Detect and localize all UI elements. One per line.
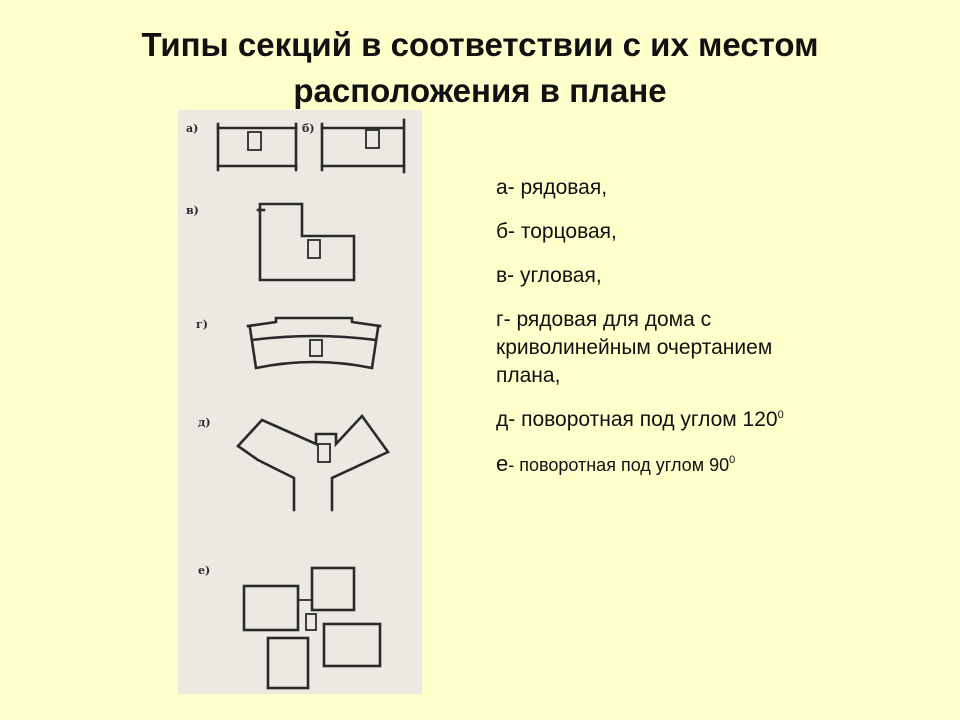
section-plans-figure (178, 110, 422, 694)
plan-g-curved (248, 318, 380, 368)
legend-item-e (496, 450, 816, 479)
plan-label-b: б) (302, 122, 315, 135)
slide-title-line-1: Типы секций в соответствии с их местом (141, 26, 819, 63)
plan-d-rotating-120 (238, 416, 388, 510)
legend-item-d-degree: 0 (777, 409, 784, 421)
plan-v-corner (258, 204, 354, 280)
legend-item-e-letter: е (496, 451, 509, 476)
section-plans-drawing (178, 110, 422, 694)
legend-item-d (496, 406, 816, 434)
slide-title-line-2: расположения в плане (293, 72, 667, 109)
legend-item-a: а- рядовая, (496, 176, 608, 199)
legend-item-v: в- угловая, (496, 264, 602, 287)
legend-item-g: г- рядовая для дома с криволинейным очертанием плана, (496, 308, 773, 387)
plan-label-e: е) (198, 564, 211, 577)
slide-title (60, 22, 900, 114)
legend-item-b: б- торцовая, (496, 220, 617, 243)
legend-item-e-text: - поворотная под углом 90 (508, 455, 730, 475)
plan-label-v: в) (186, 204, 199, 217)
legend (496, 174, 816, 479)
plan-b-end (322, 120, 404, 172)
plan-label-d: д) (198, 416, 211, 429)
legend-item-e-degree: 0 (729, 454, 736, 466)
plan-e-rotating-90 (244, 568, 380, 688)
plan-a-ordinary (218, 124, 296, 170)
legend-item-d-text: д- поворотная под углом 120 (496, 408, 778, 431)
plan-label-g: г) (196, 318, 208, 331)
plan-label-a: а) (186, 122, 199, 135)
